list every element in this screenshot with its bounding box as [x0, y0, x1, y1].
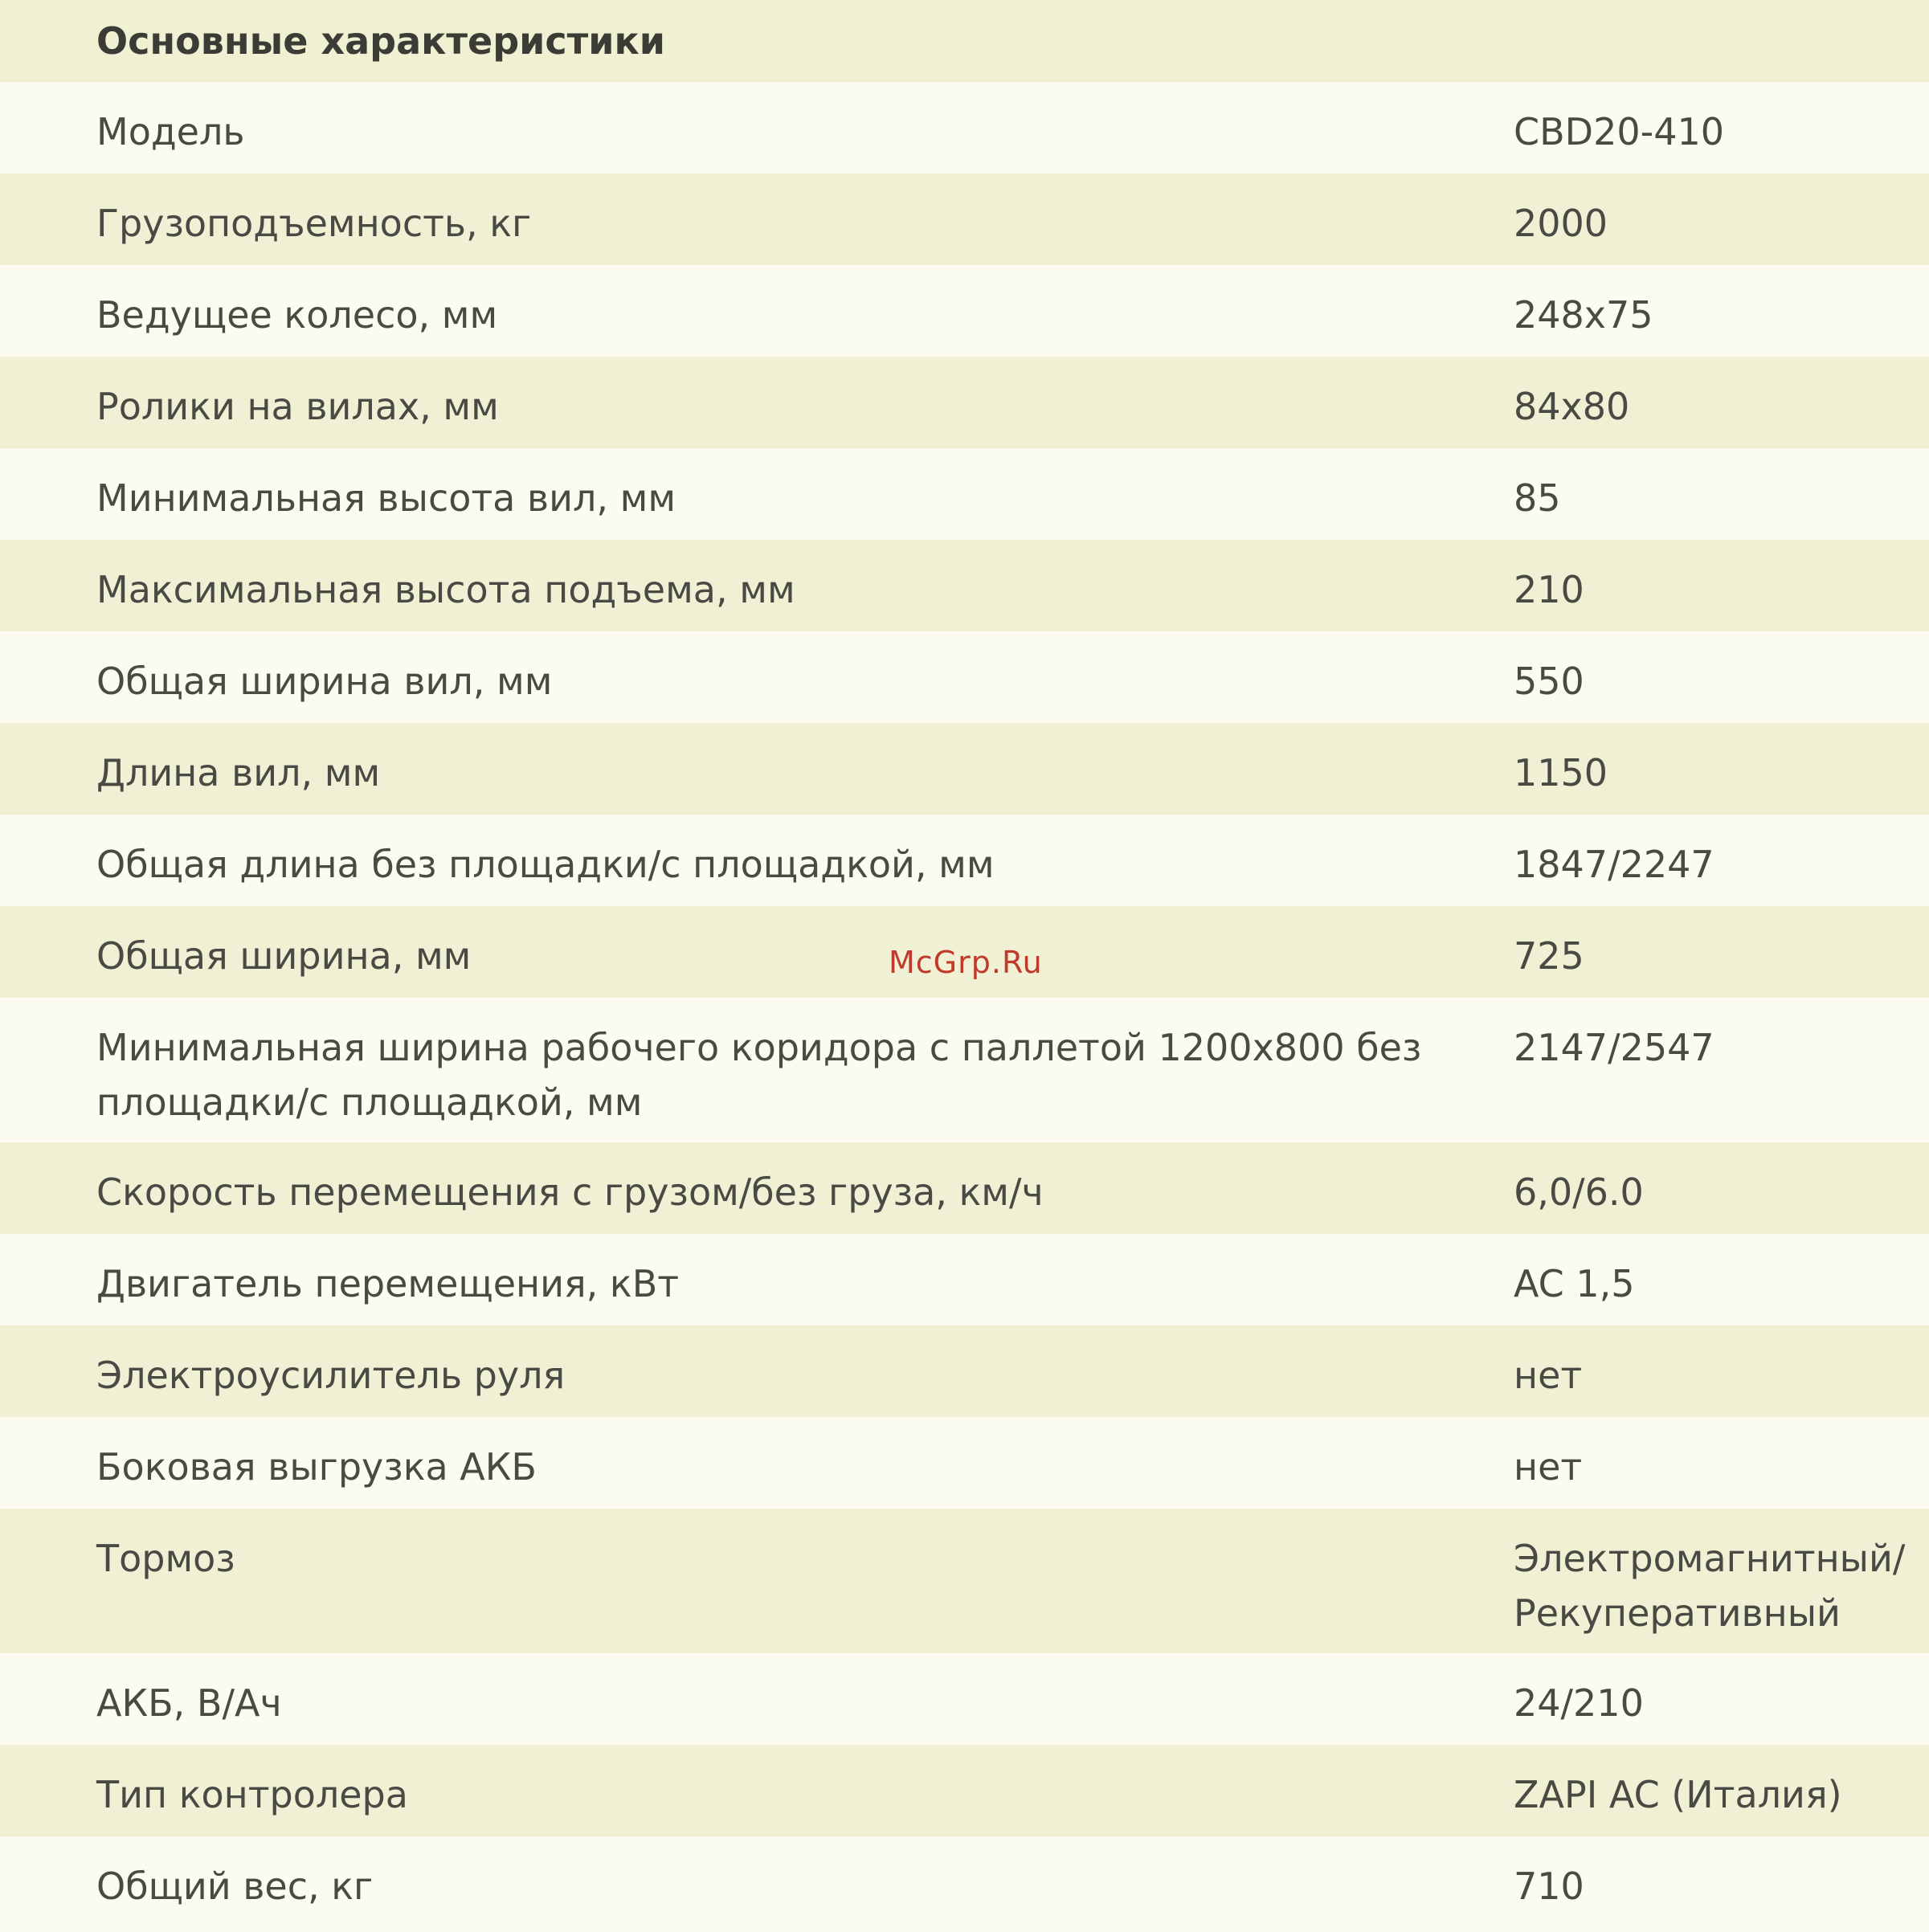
row-value: 6,0/6.0	[1514, 1170, 1644, 1214]
row-value: 85	[1514, 476, 1561, 520]
table-row	[0, 265, 1929, 357]
table-row	[0, 631, 1929, 723]
table-row	[0, 723, 1929, 815]
row-name: Тип контролера	[96, 1773, 408, 1816]
row-name: Общая длина без площадки/с площадкой, мм	[96, 843, 995, 886]
table-row	[0, 357, 1929, 448]
row-name: Длина вил, мм	[96, 751, 381, 794]
row-name: Двигатель перемещения, кВт	[96, 1262, 680, 1305]
row-value: 248x75	[1514, 293, 1653, 337]
row-value: 725	[1514, 934, 1584, 978]
table-row	[0, 82, 1929, 174]
table-row	[0, 1417, 1929, 1509]
table-row	[0, 1325, 1929, 1417]
row-name: Максимальная высота подъема, мм	[96, 568, 795, 611]
row-name: Ведущее колесо, мм	[96, 293, 498, 337]
row-name: Тормоз	[96, 1537, 235, 1580]
row-value: 210	[1514, 568, 1584, 611]
row-name: Электроусилитель руля	[96, 1354, 566, 1397]
table-title: Основные характеристики	[0, 0, 1929, 82]
row-value: нет	[1514, 1445, 1583, 1489]
row-name: Общая ширина, мм	[96, 934, 472, 978]
table-row	[0, 448, 1929, 540]
row-value: 24/210	[1514, 1681, 1644, 1725]
row-name: Общая ширина вил, мм	[96, 660, 553, 703]
table-row	[0, 1836, 1929, 1932]
table-row	[0, 998, 1929, 1142]
table-row	[0, 174, 1929, 265]
table-row	[0, 1234, 1929, 1325]
table-row	[0, 540, 1929, 631]
row-value: 1150	[1514, 751, 1608, 794]
row-name: Минимальная ширина рабочего коридора с паллетой 1200x800 без площадки/с площадкой, мм	[96, 1026, 1422, 1124]
row-value: ZAPI AC (Италия)	[1514, 1773, 1842, 1816]
row-value: 1847/2247	[1514, 843, 1714, 886]
row-name: Общий вес, кг	[96, 1865, 374, 1908]
row-value: 550	[1514, 660, 1584, 703]
table-row	[0, 815, 1929, 906]
row-name: АКБ, В/Ач	[96, 1681, 282, 1725]
row-value: CBD20-410	[1514, 110, 1725, 153]
row-name: Скорость перемещения с грузом/без груза, км/ч	[96, 1170, 1044, 1214]
row-value: 710	[1514, 1865, 1584, 1908]
watermark: McGrp.Ru	[889, 945, 1043, 980]
row-name: Модель	[96, 110, 245, 153]
row-name: Боковая выгрузка АКБ	[96, 1445, 537, 1489]
row-name: Грузоподъемность, кг	[96, 202, 532, 245]
table-row	[0, 1745, 1929, 1836]
row-name: Минимальная высота вил, мм	[96, 476, 676, 520]
row-name: Ролики на вилах, мм	[96, 385, 499, 428]
row-value: нет	[1514, 1354, 1583, 1397]
row-value: Электромагнитный/ Рекуперативный	[1514, 1537, 1906, 1635]
row-value: 84x80	[1514, 385, 1630, 428]
row-value: 2000	[1514, 202, 1608, 245]
table-row	[0, 1142, 1929, 1234]
row-value: AC 1,5	[1514, 1262, 1635, 1305]
table-row	[0, 1653, 1929, 1745]
row-value: 2147/2547	[1514, 1026, 1714, 1069]
table-row	[0, 1509, 1929, 1653]
